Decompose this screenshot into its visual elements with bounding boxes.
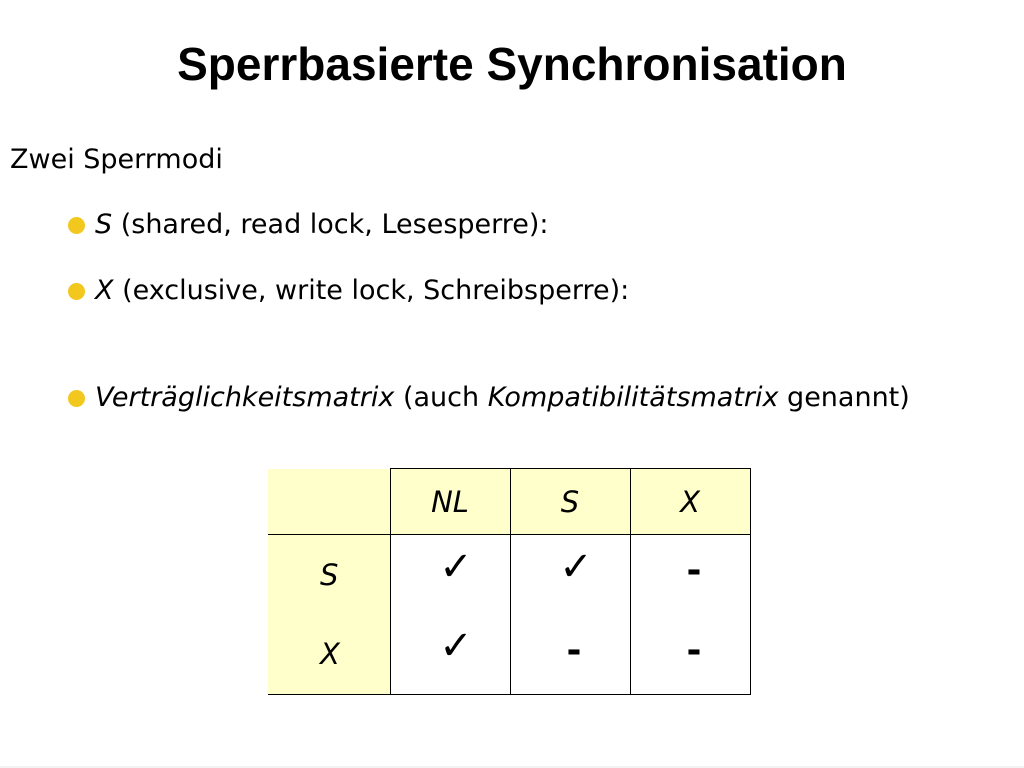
bullet-text: X (exclusive, write lock, Schreibsperre):	[95, 275, 630, 306]
matrix-row-x	[268, 615, 750, 695]
slide-title: Sperrbasierte Synchronisation	[177, 38, 847, 90]
bullet-dot-icon	[68, 217, 85, 234]
matrix-header-nl: NL	[390, 469, 510, 535]
checkmark-icon: ✓	[439, 623, 473, 670]
dash-icon: -	[566, 629, 582, 671]
matrix-corner-cell	[268, 469, 390, 535]
matrix-cell	[630, 615, 750, 695]
dash-icon: -	[686, 550, 702, 592]
bullet-compatibility-matrix	[68, 378, 910, 418]
matrix-cell	[510, 615, 630, 695]
matrix-row-label: X	[268, 615, 390, 695]
bullet-text: Verträglichkeitsmatrix (auch Kompatibilitätsmatrix genannt)	[95, 382, 910, 413]
matrix-header-row	[268, 469, 750, 535]
bullet-exclusive-lock	[68, 271, 629, 311]
matrix-header-s: S	[510, 469, 630, 535]
checkmark-icon: ✓	[559, 543, 593, 590]
matrix-cell	[510, 535, 630, 615]
bullet-text: S (shared, read lock, Lesesperre):	[95, 209, 549, 240]
bullet-dot-icon	[68, 283, 85, 300]
matrix-row-s	[268, 535, 750, 615]
matrix-header-x: X	[630, 469, 750, 535]
bullet-dot-icon	[68, 390, 85, 407]
matrix-cell	[390, 535, 510, 615]
lead-text: Zwei Sperrmodi	[10, 144, 223, 175]
matrix-row-label: S	[268, 535, 390, 615]
dash-icon: -	[686, 629, 702, 671]
bullet-shared-lock	[68, 205, 549, 245]
matrix-cell	[390, 615, 510, 695]
checkmark-icon: ✓	[439, 543, 473, 590]
compatibility-matrix	[268, 468, 751, 695]
matrix-cell	[630, 535, 750, 615]
